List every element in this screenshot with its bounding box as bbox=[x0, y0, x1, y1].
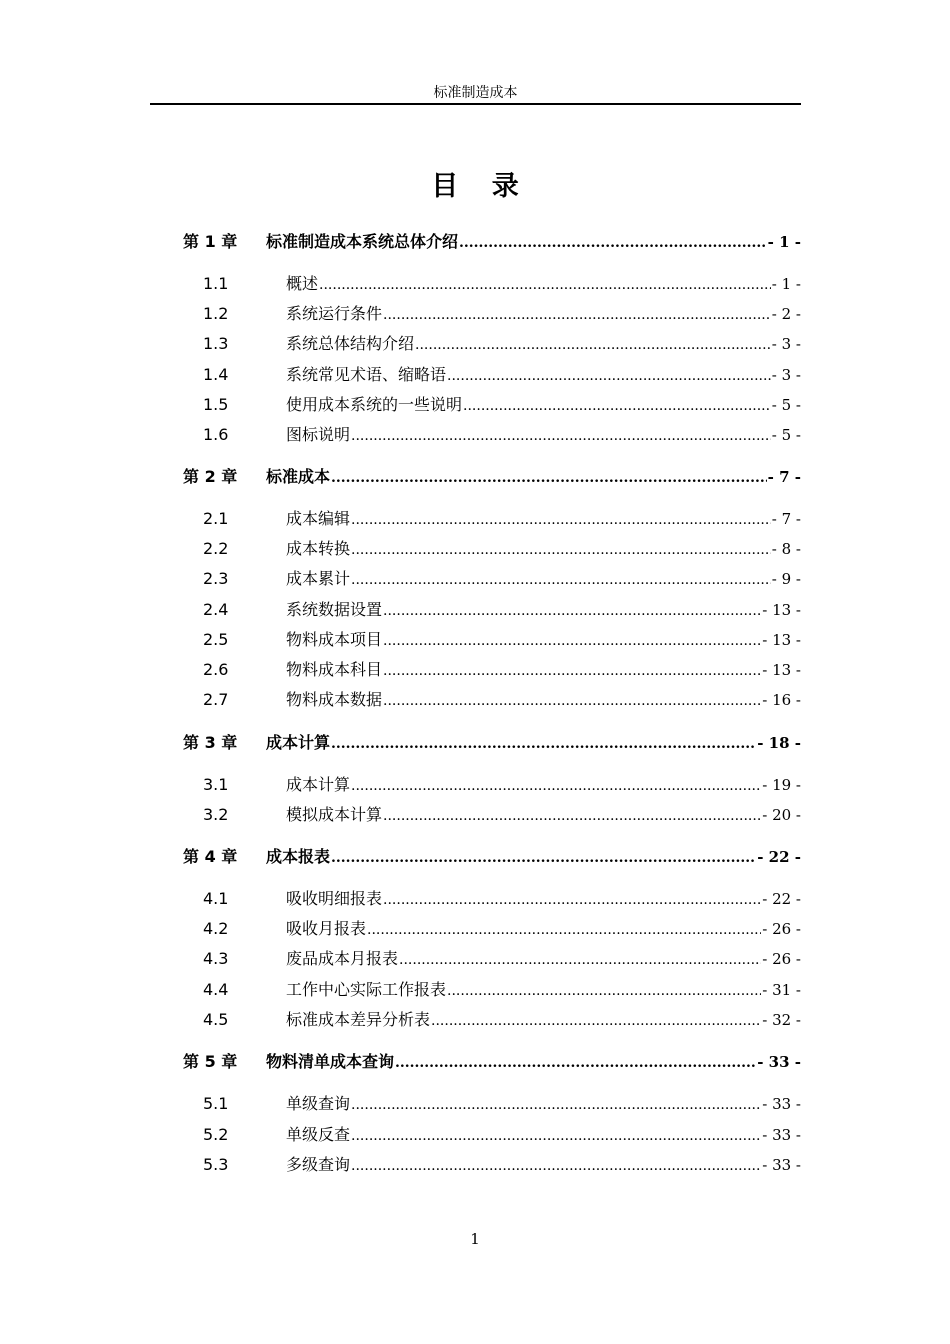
toc-entry-title: 成本计算 bbox=[266, 733, 331, 752]
toc-section-entry[interactable] bbox=[203, 598, 801, 622]
dot-leader bbox=[331, 466, 767, 490]
dot-leader bbox=[367, 918, 761, 942]
toc-entry-page: - 1 - bbox=[767, 233, 801, 251]
toc-entry-title: 系统数据设置 bbox=[286, 600, 383, 619]
toc-section-entry[interactable] bbox=[203, 688, 801, 712]
toc-entry-title: 系统常见术语、缩略语 bbox=[286, 365, 447, 384]
toc-section-entry[interactable] bbox=[203, 363, 801, 387]
toc-entry-title: 成本计算 bbox=[286, 775, 351, 794]
dot-leader bbox=[331, 732, 756, 756]
toc-entry-number: 1.5 bbox=[203, 395, 229, 414]
toc-entry-title: 标准成本差异分析表 bbox=[286, 1010, 431, 1029]
toc-chapter-entry[interactable] bbox=[183, 731, 801, 755]
dot-leader bbox=[383, 689, 761, 713]
toc-entry-title: 成本累计 bbox=[286, 569, 351, 588]
toc-section-entry[interactable] bbox=[203, 1153, 801, 1177]
dot-leader bbox=[395, 1051, 756, 1075]
toc-section-entry[interactable] bbox=[203, 658, 801, 682]
dot-leader bbox=[331, 846, 756, 870]
toc-entry-number: 3.1 bbox=[203, 775, 229, 794]
toc-entry-page: - 5 - bbox=[771, 396, 801, 414]
toc-entry-page: - 20 - bbox=[762, 806, 801, 824]
toc-entry-number: 5.3 bbox=[203, 1155, 229, 1174]
toc-section-entry[interactable] bbox=[203, 272, 801, 296]
toc-entry-page: - 2 - bbox=[771, 305, 801, 323]
toc-entry-title: 多级查询 bbox=[286, 1155, 351, 1174]
toc-chapter-entry[interactable] bbox=[183, 465, 801, 489]
dot-leader bbox=[415, 333, 771, 357]
toc-section-entry[interactable] bbox=[203, 567, 801, 591]
toc-section-entry[interactable] bbox=[203, 917, 801, 941]
toc-entry-title: 成本转换 bbox=[286, 539, 351, 558]
toc-entry-title: 系统总体结构介绍 bbox=[286, 334, 415, 353]
toc-entry-title: 模拟成本计算 bbox=[286, 805, 383, 824]
toc-entry-title: 图标说明 bbox=[286, 425, 351, 444]
toc-section-entry[interactable] bbox=[203, 978, 801, 1002]
toc-entry-number: 1.1 bbox=[203, 274, 229, 293]
toc-entry-title: 工作中心实际工作报表 bbox=[286, 980, 447, 999]
toc-title: 目 录 bbox=[431, 171, 531, 202]
toc-entry-page: - 31 - bbox=[762, 981, 801, 999]
toc-entry-number: 第 2 章 bbox=[183, 467, 238, 486]
toc-entry-page: - 22 - bbox=[757, 848, 801, 866]
toc-section-entry[interactable] bbox=[203, 1092, 801, 1116]
toc-section-entry[interactable] bbox=[203, 773, 801, 797]
toc-entry-number: 2.5 bbox=[203, 630, 229, 649]
toc-entry-number: 第 4 章 bbox=[183, 847, 238, 866]
toc-entry-number: 5.1 bbox=[203, 1094, 229, 1113]
dot-leader bbox=[319, 273, 771, 297]
toc-entry-number: 2.4 bbox=[203, 600, 229, 619]
dot-leader bbox=[351, 508, 771, 532]
toc-entry-number: 1.2 bbox=[203, 304, 229, 323]
toc-entry-page: - 26 - bbox=[762, 950, 801, 968]
toc-entry-number: 2.1 bbox=[203, 509, 229, 528]
toc-entry-number: 第 5 章 bbox=[183, 1052, 238, 1071]
toc-entry-title: 吸收明细报表 bbox=[286, 889, 383, 908]
dot-leader bbox=[383, 888, 761, 912]
toc-section-entry[interactable] bbox=[203, 803, 801, 827]
dot-leader bbox=[383, 804, 761, 828]
toc-entry-page: - 13 - bbox=[762, 601, 801, 619]
toc-section-entry[interactable] bbox=[203, 947, 801, 971]
toc-section-entry[interactable] bbox=[203, 332, 801, 356]
toc-entry-title: 成本编辑 bbox=[286, 509, 351, 528]
toc-entry-title: 成本报表 bbox=[266, 847, 331, 866]
toc-entry-number: 4.2 bbox=[203, 919, 229, 938]
toc-entry-number: 2.6 bbox=[203, 660, 229, 679]
toc-entry-title: 吸收月报表 bbox=[286, 919, 367, 938]
dot-leader bbox=[383, 599, 761, 623]
toc-entry-title: 物料清单成本查询 bbox=[266, 1052, 395, 1071]
toc-chapter-entry[interactable] bbox=[183, 230, 801, 254]
toc-entry-number: 4.1 bbox=[203, 889, 229, 908]
toc-entry-number: 1.3 bbox=[203, 334, 229, 353]
toc-entry-page: - 22 - bbox=[762, 890, 801, 908]
toc-section-entry[interactable] bbox=[203, 507, 801, 531]
toc-entry-title: 使用成本系统的一些说明 bbox=[286, 395, 463, 414]
toc-entry-page: - 33 - bbox=[762, 1095, 801, 1113]
toc-entry-number: 3.2 bbox=[203, 805, 229, 824]
dot-leader bbox=[447, 364, 771, 388]
toc-entry-page: - 5 - bbox=[771, 426, 801, 444]
toc-section-entry[interactable] bbox=[203, 393, 801, 417]
dot-leader bbox=[463, 394, 771, 418]
dot-leader bbox=[351, 1093, 761, 1117]
toc-chapter-entry[interactable] bbox=[183, 845, 801, 869]
dot-leader bbox=[399, 948, 761, 972]
toc-section-entry[interactable] bbox=[203, 1008, 801, 1032]
toc-entry-page: - 33 - bbox=[757, 1053, 801, 1071]
toc-entry-number: 2.3 bbox=[203, 569, 229, 588]
dot-leader bbox=[351, 424, 771, 448]
toc-entry-title: 单级查询 bbox=[286, 1094, 351, 1113]
toc-entry-title: 物料成本数据 bbox=[286, 690, 383, 709]
toc-entry-page: - 33 - bbox=[762, 1156, 801, 1174]
toc-entry-number: 第 1 章 bbox=[183, 232, 238, 251]
dot-leader bbox=[351, 568, 771, 592]
dot-leader bbox=[351, 538, 771, 562]
dot-leader bbox=[383, 303, 771, 327]
toc-entry-number: 4.5 bbox=[203, 1010, 229, 1029]
toc-entry-title: 标准制造成本系统总体介绍 bbox=[266, 232, 459, 251]
page-number: 1 bbox=[470, 1230, 480, 1248]
toc-chapter-entry[interactable] bbox=[183, 1050, 801, 1074]
toc-entry-page: - 7 - bbox=[767, 468, 801, 486]
toc-section-entry[interactable] bbox=[203, 1123, 801, 1147]
toc-section-entry[interactable] bbox=[203, 423, 801, 447]
toc-entry-page: - 9 - bbox=[771, 570, 801, 588]
toc-section-entry[interactable] bbox=[203, 302, 801, 326]
toc-section-entry[interactable] bbox=[203, 887, 801, 911]
toc-entry-title: 系统运行条件 bbox=[286, 304, 383, 323]
dot-leader bbox=[383, 659, 761, 683]
dot-leader bbox=[351, 1154, 761, 1178]
toc-entry-number: 1.4 bbox=[203, 365, 229, 384]
running-header: 标准制造成本 bbox=[433, 85, 518, 101]
toc-entry-number: 1.6 bbox=[203, 425, 229, 444]
dot-leader bbox=[351, 1124, 761, 1148]
toc-entry-page: - 19 - bbox=[762, 776, 801, 794]
toc-entry-page: - 26 - bbox=[762, 920, 801, 938]
toc-entry-page: - 18 - bbox=[757, 734, 801, 752]
toc-entry-number: 2.7 bbox=[203, 690, 229, 709]
toc-entry-page: - 1 - bbox=[771, 275, 801, 293]
toc-entry-page: - 32 - bbox=[762, 1011, 801, 1029]
dot-leader bbox=[459, 231, 767, 255]
toc-entry-page: - 3 - bbox=[771, 366, 801, 384]
toc-entry-page: - 33 - bbox=[762, 1126, 801, 1144]
toc-entry-number: 第 3 章 bbox=[183, 733, 238, 752]
toc-entry-number: 4.4 bbox=[203, 980, 229, 999]
dot-leader bbox=[383, 629, 761, 653]
toc-entry-title: 物料成本项目 bbox=[286, 630, 383, 649]
toc-entry-page: - 13 - bbox=[762, 661, 801, 679]
dot-leader bbox=[447, 979, 761, 1003]
toc-section-entry[interactable] bbox=[203, 537, 801, 561]
toc-entry-number: 2.2 bbox=[203, 539, 229, 558]
toc-entry-title: 物料成本科目 bbox=[286, 660, 383, 679]
toc-entry-title: 概述 bbox=[286, 274, 319, 293]
toc-entry-page: - 7 - bbox=[771, 510, 801, 528]
toc-entry-title: 单级反查 bbox=[286, 1125, 351, 1144]
toc-entry-number: 5.2 bbox=[203, 1125, 229, 1144]
toc-entry-page: - 8 - bbox=[771, 540, 801, 558]
toc-entry-title: 废品成本月报表 bbox=[286, 949, 399, 968]
toc-entry-title: 标准成本 bbox=[266, 467, 331, 486]
dot-leader bbox=[431, 1009, 761, 1033]
toc-entry-page: - 3 - bbox=[771, 335, 801, 353]
toc-entry-number: 4.3 bbox=[203, 949, 229, 968]
toc-entry-page: - 13 - bbox=[762, 631, 801, 649]
dot-leader bbox=[351, 774, 761, 798]
toc-entry-page: - 16 - bbox=[762, 691, 801, 709]
toc-section-entry[interactable] bbox=[203, 628, 801, 652]
